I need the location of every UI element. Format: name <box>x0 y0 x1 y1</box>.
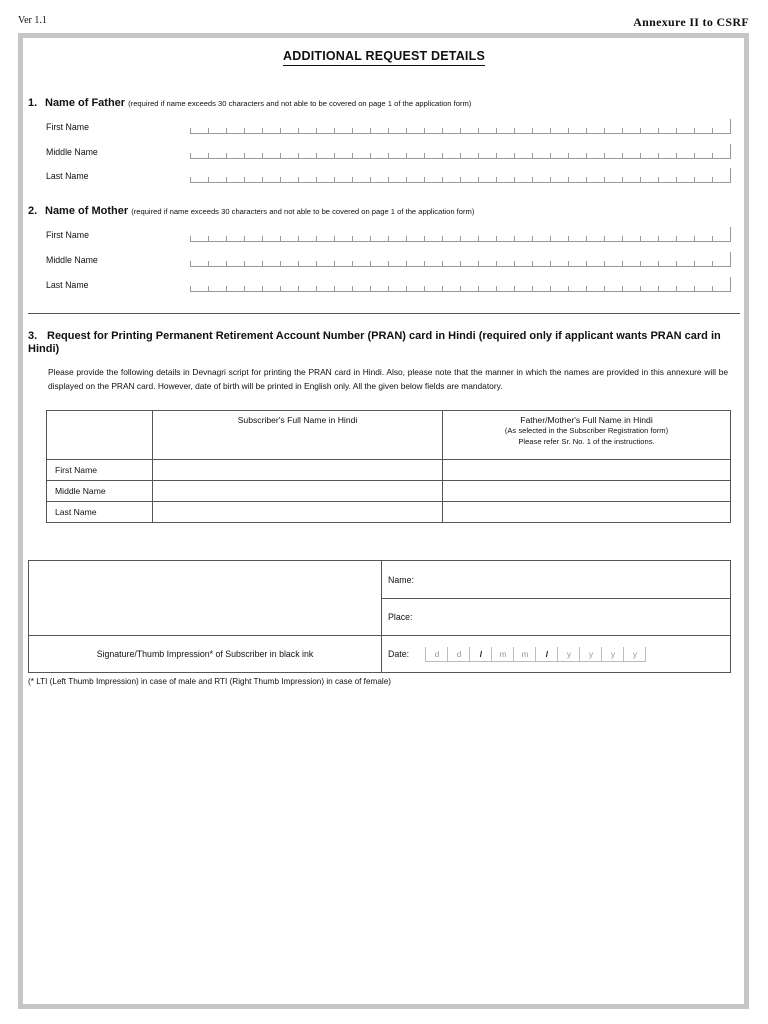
char-box[interactable] <box>658 177 676 182</box>
char-box[interactable] <box>478 261 496 266</box>
char-box[interactable] <box>424 236 442 241</box>
row-label-last-name: Last Name <box>47 502 153 523</box>
char-box[interactable] <box>442 153 460 158</box>
char-box[interactable] <box>658 286 676 291</box>
char-box[interactable] <box>262 261 280 266</box>
char-box[interactable] <box>514 128 532 133</box>
date-month-box[interactable]: m <box>513 647 535 662</box>
subscriber-hindi-header <box>153 411 443 460</box>
char-box[interactable] <box>568 261 586 266</box>
char-box[interactable] <box>694 177 712 182</box>
char-box[interactable] <box>208 236 226 241</box>
char-box[interactable] <box>568 286 586 291</box>
char-box[interactable] <box>514 177 532 182</box>
char-box[interactable] <box>190 286 208 291</box>
char-box[interactable] <box>442 236 460 241</box>
char-box[interactable] <box>298 236 316 241</box>
char-box[interactable] <box>712 177 730 182</box>
char-box[interactable] <box>316 261 334 266</box>
char-box[interactable] <box>388 286 406 291</box>
table-row <box>47 481 731 502</box>
char-box[interactable] <box>316 286 334 291</box>
char-box[interactable] <box>388 177 406 182</box>
mother-heading-note: (required if name exceeds 30 characters and not able to be covered on page 1 of the application form) <box>131 207 475 216</box>
parent-hindi-last-name-input[interactable] <box>443 502 731 523</box>
char-box[interactable] <box>334 153 352 158</box>
char-box[interactable] <box>694 286 712 291</box>
row-label-middle-name: Middle Name <box>47 481 153 502</box>
char-box[interactable] <box>640 153 658 158</box>
char-box[interactable] <box>586 177 604 182</box>
char-box[interactable] <box>262 286 280 291</box>
char-box[interactable] <box>676 128 694 133</box>
char-box[interactable] <box>568 128 586 133</box>
char-box[interactable] <box>550 177 568 182</box>
char-box[interactable] <box>406 128 424 133</box>
char-box[interactable] <box>622 236 640 241</box>
char-box[interactable] <box>424 177 442 182</box>
char-box[interactable] <box>496 261 514 266</box>
char-box[interactable] <box>604 153 622 158</box>
char-box[interactable] <box>514 286 532 291</box>
place-cell[interactable] <box>382 599 731 636</box>
char-box[interactable] <box>190 153 208 158</box>
char-box[interactable] <box>496 286 514 291</box>
page-title <box>0 47 768 65</box>
char-box[interactable] <box>514 236 532 241</box>
char-box[interactable] <box>478 153 496 158</box>
char-box[interactable] <box>460 128 478 133</box>
char-box[interactable] <box>532 236 550 241</box>
char-box[interactable] <box>442 177 460 182</box>
thumb-impression-footnote: (* LTI (Left Thumb Impression) in case of male and RTI (Right Thumb Impression) in case of female) <box>28 677 391 686</box>
char-box[interactable] <box>478 236 496 241</box>
char-box[interactable] <box>190 177 208 182</box>
char-box[interactable] <box>658 261 676 266</box>
char-box[interactable] <box>370 286 388 291</box>
char-box[interactable] <box>460 177 478 182</box>
char-box[interactable] <box>622 286 640 291</box>
date-year-box[interactable]: y <box>579 647 601 662</box>
hindi-card-section-heading <box>28 330 728 356</box>
parent-hindi-header-text: Father/Mother's Full Name in Hindi <box>520 415 653 425</box>
char-box[interactable] <box>424 153 442 158</box>
char-box[interactable] <box>586 236 604 241</box>
char-box[interactable] <box>532 128 550 133</box>
char-box[interactable] <box>226 177 244 182</box>
mother-last-name-field[interactable] <box>190 277 731 292</box>
char-box[interactable] <box>298 286 316 291</box>
char-box[interactable] <box>262 236 280 241</box>
char-box[interactable] <box>280 153 298 158</box>
char-box[interactable] <box>550 236 568 241</box>
char-box[interactable] <box>352 153 370 158</box>
date-day-box[interactable]: d <box>425 647 447 662</box>
char-box[interactable] <box>244 177 262 182</box>
char-box[interactable] <box>244 261 262 266</box>
char-box[interactable] <box>316 177 334 182</box>
father-section-heading <box>28 97 471 109</box>
date-year-box[interactable]: y <box>623 647 646 662</box>
date-input[interactable] <box>425 647 646 662</box>
signature-caption: Signature/Thumb Impression* of Subscriber in black ink <box>96 649 314 659</box>
mother-heading-text: Name of Mother <box>45 205 129 217</box>
char-box[interactable] <box>712 236 730 241</box>
char-box[interactable] <box>424 261 442 266</box>
char-box[interactable] <box>640 177 658 182</box>
char-box[interactable] <box>280 177 298 182</box>
char-box[interactable] <box>388 128 406 133</box>
table-row <box>29 636 731 673</box>
char-box[interactable] <box>442 286 460 291</box>
char-box[interactable] <box>676 261 694 266</box>
char-box[interactable] <box>478 286 496 291</box>
date-day-box[interactable]: d <box>447 647 469 662</box>
father-first-name-label: First Name <box>46 122 90 132</box>
char-box[interactable] <box>334 177 352 182</box>
signature-caption-cell <box>29 636 382 673</box>
char-box[interactable] <box>604 286 622 291</box>
date-label: Date: <box>388 648 410 659</box>
char-box[interactable] <box>352 177 370 182</box>
char-box[interactable] <box>370 236 388 241</box>
char-box[interactable] <box>352 286 370 291</box>
mother-middle-name-label: Middle Name <box>46 255 98 265</box>
char-box[interactable] <box>334 286 352 291</box>
subscriber-hindi-header-text: Subscriber's Full Name in Hindi <box>237 415 358 425</box>
char-box[interactable] <box>532 286 550 291</box>
char-box[interactable] <box>712 286 730 291</box>
char-box[interactable] <box>370 261 388 266</box>
char-box[interactable] <box>388 153 406 158</box>
char-box[interactable] <box>622 153 640 158</box>
char-box[interactable] <box>298 261 316 266</box>
char-box[interactable] <box>334 261 352 266</box>
char-box[interactable] <box>586 128 604 133</box>
char-box[interactable] <box>244 128 262 133</box>
mother-last-name-label: Last Name <box>46 280 89 290</box>
hindi-card-instructions: Please provide the following details in Devnagri script for printing the PRAN card in Hindi. Also, please note that the manner in which the names are provided in this annexure will be displayed on the PRAN card. However, date of birth will be printed in English only. All the given below fields are mandatory. <box>48 367 728 391</box>
parent-hindi-header-sub2: Please refer Sr. No. 1 of the instructions. <box>518 437 655 446</box>
place-label: Place: <box>388 612 413 622</box>
char-box[interactable] <box>658 153 676 158</box>
char-box[interactable] <box>370 128 388 133</box>
char-box[interactable] <box>712 261 730 266</box>
table-row <box>47 460 731 481</box>
char-box[interactable] <box>586 153 604 158</box>
name-label: Name: <box>388 574 414 585</box>
char-box[interactable] <box>604 236 622 241</box>
char-box[interactable] <box>640 261 658 266</box>
char-box[interactable] <box>640 286 658 291</box>
char-box[interactable] <box>676 286 694 291</box>
char-box[interactable] <box>694 261 712 266</box>
char-box[interactable] <box>298 128 316 133</box>
char-box[interactable] <box>640 236 658 241</box>
subscriber-hindi-last-name-input[interactable] <box>153 502 443 523</box>
annexure-label: Annexure II to CSRF <box>633 15 749 29</box>
char-box[interactable] <box>298 153 316 158</box>
mother-middle-name-field[interactable] <box>190 252 731 267</box>
char-box[interactable] <box>244 286 262 291</box>
char-box[interactable] <box>352 261 370 266</box>
char-box[interactable] <box>316 128 334 133</box>
char-box[interactable] <box>496 153 514 158</box>
char-box[interactable] <box>226 153 244 158</box>
date-year-box[interactable]: y <box>601 647 623 662</box>
char-box[interactable] <box>190 128 208 133</box>
char-box[interactable] <box>532 153 550 158</box>
date-year-box[interactable]: y <box>557 647 579 662</box>
char-box[interactable] <box>550 286 568 291</box>
char-box[interactable] <box>622 261 640 266</box>
char-box[interactable] <box>352 236 370 241</box>
table-row <box>47 502 731 523</box>
section-number: 2. <box>28 205 38 217</box>
char-box[interactable] <box>370 153 388 158</box>
char-box[interactable] <box>550 128 568 133</box>
char-box[interactable] <box>550 153 568 158</box>
char-box[interactable] <box>406 177 424 182</box>
char-box[interactable] <box>316 153 334 158</box>
char-box[interactable] <box>694 128 712 133</box>
table-corner-cell <box>47 411 153 460</box>
char-box[interactable] <box>208 286 226 291</box>
char-box[interactable] <box>676 177 694 182</box>
table-row <box>29 561 731 599</box>
father-heading-text: Name of Father <box>45 97 126 109</box>
char-box[interactable] <box>406 236 424 241</box>
char-box[interactable] <box>388 236 406 241</box>
char-box[interactable] <box>658 128 676 133</box>
char-box[interactable] <box>478 128 496 133</box>
char-box[interactable] <box>622 128 640 133</box>
mother-first-name-field[interactable] <box>190 227 731 242</box>
char-box[interactable] <box>208 153 226 158</box>
char-box[interactable] <box>712 128 730 133</box>
char-box[interactable] <box>532 177 550 182</box>
char-box[interactable] <box>676 236 694 241</box>
char-box[interactable] <box>640 128 658 133</box>
char-box[interactable] <box>406 153 424 158</box>
parent-hindi-header <box>443 411 731 460</box>
hindi-card-heading-text: Request for Printing Permanent Retirement Account Number (PRAN) card in Hindi (required only if applicant wants PRAN card in Hindi) <box>28 330 721 355</box>
char-box[interactable] <box>280 128 298 133</box>
section-number: 3. <box>28 330 38 342</box>
char-box[interactable] <box>208 128 226 133</box>
char-box[interactable] <box>478 177 496 182</box>
char-box[interactable] <box>604 128 622 133</box>
char-box[interactable] <box>334 128 352 133</box>
date-separator: / <box>469 647 491 662</box>
char-box[interactable] <box>496 128 514 133</box>
char-box[interactable] <box>568 236 586 241</box>
page-title-text: ADDITIONAL REQUEST DETAILS <box>283 49 485 66</box>
char-box[interactable] <box>568 177 586 182</box>
char-box[interactable] <box>226 236 244 241</box>
section-divider <box>28 313 740 314</box>
char-box[interactable] <box>460 261 478 266</box>
char-box[interactable] <box>496 236 514 241</box>
char-box[interactable] <box>262 177 280 182</box>
date-separator: / <box>535 647 557 662</box>
char-box[interactable] <box>604 261 622 266</box>
char-box[interactable] <box>262 153 280 158</box>
char-box[interactable] <box>280 261 298 266</box>
char-box[interactable] <box>694 236 712 241</box>
row-label-first-name: First Name <box>47 460 153 481</box>
char-box[interactable] <box>352 128 370 133</box>
char-box[interactable] <box>694 153 712 158</box>
char-box[interactable] <box>514 261 532 266</box>
char-box[interactable] <box>262 128 280 133</box>
char-box[interactable] <box>280 236 298 241</box>
char-box[interactable] <box>442 261 460 266</box>
char-box[interactable] <box>424 286 442 291</box>
char-box[interactable] <box>406 286 424 291</box>
version-label: Ver 1.1 <box>18 15 47 26</box>
subscriber-hindi-middle-name-input[interactable] <box>153 481 443 502</box>
mother-section-heading <box>28 205 474 217</box>
name-cell[interactable] <box>382 561 731 599</box>
signature-table <box>28 560 731 673</box>
date-cell <box>382 636 731 673</box>
char-box[interactable] <box>442 128 460 133</box>
char-box[interactable] <box>244 153 262 158</box>
father-last-name-label: Last Name <box>46 171 89 181</box>
char-box[interactable] <box>712 153 730 158</box>
mother-first-name-label: First Name <box>46 230 90 240</box>
char-box[interactable] <box>514 153 532 158</box>
char-box[interactable] <box>622 177 640 182</box>
parent-hindi-middle-name-input[interactable] <box>443 481 731 502</box>
char-box[interactable] <box>334 236 352 241</box>
parent-hindi-first-name-input[interactable] <box>443 460 731 481</box>
char-box[interactable] <box>496 177 514 182</box>
char-box[interactable] <box>280 286 298 291</box>
signature-area[interactable] <box>29 561 382 636</box>
hindi-name-table <box>46 410 731 523</box>
char-box[interactable] <box>316 236 334 241</box>
char-box[interactable] <box>406 261 424 266</box>
char-box[interactable] <box>226 128 244 133</box>
char-box[interactable] <box>424 128 442 133</box>
char-box[interactable] <box>586 286 604 291</box>
table-header-row <box>47 411 731 460</box>
father-middle-name-label: Middle Name <box>46 147 98 157</box>
father-first-name-field[interactable] <box>190 119 731 134</box>
char-box[interactable] <box>190 261 208 266</box>
char-box[interactable] <box>226 261 244 266</box>
date-month-box[interactable]: m <box>491 647 513 662</box>
char-box[interactable] <box>388 261 406 266</box>
char-box[interactable] <box>244 236 262 241</box>
subscriber-hindi-first-name-input[interactable] <box>153 460 443 481</box>
char-box[interactable] <box>208 177 226 182</box>
char-box[interactable] <box>658 236 676 241</box>
father-heading-note: (required if name exceeds 30 characters and not able to be covered on page 1 of the application form) <box>128 99 472 108</box>
char-box[interactable] <box>190 236 208 241</box>
father-middle-name-field[interactable] <box>190 144 731 159</box>
char-box[interactable] <box>550 261 568 266</box>
char-box[interactable] <box>226 286 244 291</box>
char-box[interactable] <box>604 177 622 182</box>
char-box[interactable] <box>586 261 604 266</box>
char-box[interactable] <box>208 261 226 266</box>
char-box[interactable] <box>460 286 478 291</box>
father-last-name-field[interactable] <box>190 168 731 183</box>
char-box[interactable] <box>298 177 316 182</box>
section-number: 1. <box>28 97 38 109</box>
char-box[interactable] <box>568 153 586 158</box>
parent-hindi-header-sub1: (As selected in the Subscriber Registration form) <box>504 426 669 435</box>
char-box[interactable] <box>460 153 478 158</box>
char-box[interactable] <box>370 177 388 182</box>
char-box[interactable] <box>676 153 694 158</box>
char-box[interactable] <box>460 236 478 241</box>
char-box[interactable] <box>532 261 550 266</box>
